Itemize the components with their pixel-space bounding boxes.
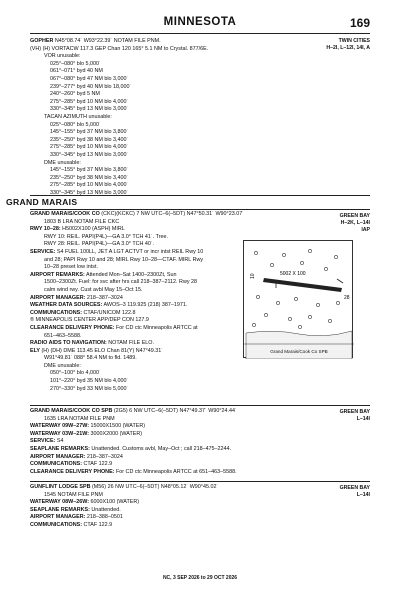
tree-icon (294, 297, 297, 300)
field-value: (M56) 26 NW UTC–6(–5DT) N48°05.12´ W90°45.02´ (90, 484, 219, 490)
field-label: WEATHER DATA SOURCES: (30, 302, 103, 309)
field-label: AIRPORT MANAGER: (30, 453, 86, 460)
tree-icon (282, 253, 285, 256)
field-value: (2G5) 6 NW UTC–6(–5DT) N47°49.37´ W90°24.44´ (112, 408, 237, 414)
gunflint-line (30, 499, 370, 507)
field-value: Attended Mon–Sat 1400–2300Zt, Sun (84, 271, 177, 278)
field-value: 218–388–0501 (85, 514, 123, 521)
section-rule-bottom (30, 209, 370, 210)
grand-marais-spb-line (30, 469, 370, 477)
field-label: GRAND MARAIS/COOK CO SPB (30, 408, 113, 414)
grand-marais-cook-line: 1803 B LRA NOTAM FILE CKC (44, 218, 120, 225)
grand-marais-spb-line (30, 461, 370, 469)
gopher-line: 067°–080° byd 47 NM blo 3,000´ (50, 75, 129, 82)
gunflint-lodge-entry (30, 484, 370, 530)
tree-icon (308, 315, 311, 318)
field-value: 15000X1500 (WATER) (89, 423, 146, 430)
gopher-line: DME unusable: (44, 159, 81, 166)
field-value: S4 FUEL 100LL, JET A LGT ACTVT or incr intst REIL Rwy 10 (55, 248, 204, 255)
gopher-line: (VH) (H) VORTACW 117.3 GEP Chan 120 165° 5.1 NM to Crystal. 877/6E. (30, 45, 209, 52)
gunflint-line (30, 522, 370, 530)
field-label: SEAPLANE REMARKS: (30, 445, 90, 452)
gopher-line: 239°–277° byd 40 NM blo 18,000´ (50, 83, 132, 90)
field-label: RADIO AIDS TO NAVIGATION: (30, 340, 107, 347)
field-value: S4 (55, 438, 64, 445)
gopher-line: 145°–155° byd 37 NM blo 3,800´ (50, 129, 129, 136)
field-value: AWOS–3 119.925 (218) 387–1971. (102, 302, 188, 309)
tree-icon (276, 301, 279, 304)
field-label: AIRPORT MANAGER: (30, 514, 86, 521)
grand-marais-cook-line: 1500–2300Zt. Fuel: for svc after hrs call 218–387–2112. Rwy 28 (44, 279, 198, 286)
gopher-line: 240°–260° byd 5 NM (50, 91, 100, 98)
gmc-ref-0: GREEN BAY (339, 213, 370, 219)
field-label: AIRPORT MANAGER: (30, 294, 86, 301)
grand-marais-spb-line: 1635 LRA NOTAM FILE PNM (44, 415, 115, 422)
grand-marais-cook-line: W91°49.81´ 088° 58.4 NM to fld. 1489. (44, 355, 137, 362)
grand-marais-cook-line: 050°–100° blo 4,000´ (50, 370, 101, 377)
gunflint-line: 1545 NOTAM FILE PNM (44, 491, 103, 498)
tree-icon (300, 261, 303, 264)
gunflint-chart-refs (340, 485, 370, 499)
section-title: GRAND MARAIS (6, 197, 78, 207)
gopher-line: 235°–250° byd 38 NM blo 3,400´ (50, 136, 129, 143)
gopher-line: 025°–080° blo 5,000´ (50, 121, 101, 128)
field-value: For CD ctc Minneapolis ARTCC at (114, 324, 198, 331)
gmc-chart-refs (340, 213, 370, 234)
runway-end-28: 28 (344, 295, 350, 301)
tree-icon (308, 249, 311, 252)
field-label: COMMUNICATIONS: (30, 309, 83, 316)
header-rule (30, 33, 370, 34)
field-value: For CD ctc Minneapolis ARTCC at 651–463–5588. (114, 468, 237, 475)
field-value: N45°08.74´ W93°22.39´ NOTAM FILE PNM. (53, 38, 161, 44)
field-label: SERVICE: (30, 438, 56, 445)
field-label: CLEARANCE DELIVERY PHONE: (30, 324, 115, 331)
tree-icon (298, 325, 301, 328)
gunflint-line (30, 514, 370, 522)
tree-icon (254, 251, 257, 254)
gopher-line: 061°–071° byd 40 NM (50, 68, 103, 75)
grand-marais-cook-line: RWY 10: REIL. PAPI(P4L)—GA 3.0° TCH 41´. Tree. (44, 233, 168, 240)
field-value: 3000X2000 (WATER) (89, 430, 143, 437)
field-value: NOTAM FILE ELO. (106, 340, 154, 347)
gunflint-line (30, 484, 370, 492)
section-rule-top (30, 195, 370, 196)
grand-marais-cook-line: ® MINNEAPOLIS CENTER APP/DEP CON 127.9 (30, 317, 149, 324)
gopher-line: 275°–285° byd 10 NM blo 4,000´ (50, 144, 129, 151)
gopher-line: 330°–345° byd 13 NM blo 3,000´ (50, 106, 129, 113)
field-value: (CKC)(KCKC) 7 NW UTC–6(–5DT) N47°50.31´ W90°23.07´ (99, 211, 244, 217)
grand-marais-cook-line: 10–28 preset low intst. (44, 264, 98, 271)
gopher-line: VOR unusable: (44, 53, 81, 60)
field-value: CTAF 122.9 (82, 521, 113, 528)
field-label: WATERWAY 03W–21W: (30, 430, 90, 437)
field-value: 6000X100 (WATER) (89, 499, 140, 506)
field-label: WATERWAY 08W–26W: (30, 499, 90, 506)
tree-icon (316, 303, 319, 306)
tree-icon (252, 323, 255, 326)
field-label: AIRPORT REMARKS: (30, 271, 85, 278)
wind-indicator (337, 279, 343, 283)
field-value: CTAF 122.9 (82, 461, 113, 468)
gopher-line: 330°–345° byd 13 NM blo 3,000´ (50, 151, 129, 158)
gmc-ref-1: H–2K, L–14I (340, 220, 370, 226)
field-label: COMMUNICATIONS: (30, 521, 83, 528)
runway-label: 5002 X 100 (280, 271, 306, 277)
gopher-line: 025°–080° blo 5,000´ (50, 60, 101, 67)
gopher-line: 235°–250° byd 38 NM blo 3,400´ (50, 174, 129, 181)
grand-marais-spb-line (30, 438, 370, 446)
grand-marais-spb-line (30, 446, 370, 454)
state-title: MINNESOTA (163, 16, 237, 28)
field-value: Unattended. (89, 506, 121, 513)
field-value: 218–387–3024 (85, 294, 123, 301)
grand-marais-cook-line: and 28; PAPI Rwy 10 and 28; MIRL Rwy 10–28—CTAF. MIRL Rwy (44, 256, 204, 263)
gopher-line: 330°–345° byd 13 NM blo 3,000´ (50, 189, 129, 196)
grand-marais-cook-line: DME unusable: (44, 362, 81, 369)
shoreline (246, 331, 352, 359)
field-label: WATERWAY 09W–27W: (30, 423, 90, 430)
airport-diagram-svg (244, 241, 354, 359)
grand-marais-cook-line (30, 226, 370, 234)
tree-icon (264, 313, 267, 316)
field-label: SEAPLANE REMARKS: (30, 506, 90, 513)
gopher-line (30, 38, 370, 46)
field-label: RWY 10–28: (30, 226, 61, 233)
field-label: CLEARANCE DELIVERY PHONE: (30, 468, 115, 475)
field-label: GRAND MARAIS/COOK CO (30, 211, 100, 217)
gunflint-ref-1: L–14I (356, 492, 370, 498)
tree-icon (324, 267, 327, 270)
field-value: H5002X100 (ASPH) MIRL (60, 226, 125, 233)
grand-marais-spb-entry (30, 408, 370, 476)
gunflint-line (30, 507, 370, 515)
gunflint-rule (30, 481, 370, 482)
grand-marais-cook-line: calm wind rwy. Cust avbl May 15–Oct 15. (44, 286, 143, 293)
field-label: ELY (30, 347, 40, 354)
gopher-line: TACAN AZIMUTH unusable: (44, 113, 112, 120)
runway-10-28 (263, 278, 342, 292)
grand-marais-cook-line: 270°–330° byd 33 NM blo 5,000´ (50, 385, 129, 392)
gmc-ref-2: IAP (361, 227, 370, 233)
gopher-line: 275°–285° byd 10 NM blo 4,000´ (50, 98, 129, 105)
grand-marais-cook-line (30, 211, 370, 219)
gopher-line: 275°–285° byd 10 NM blo 4,000´ (50, 182, 129, 189)
spb-ref-0: GREEN BAY (339, 409, 370, 415)
runway-end-10: 10 (250, 273, 256, 279)
field-value: Unattended. Customs avbl, May–Oct ; call 218–475–2244. (89, 445, 232, 452)
spb-chart-refs (340, 409, 370, 423)
page-footer: NC, 3 SEP 2026 to 29 OCT 2026 (162, 575, 238, 581)
tree-icon (256, 295, 259, 298)
field-value: 218–387–3024 (85, 453, 123, 460)
field-value: CTAF/UNICOM 122.8 (82, 309, 136, 316)
page-header (0, 16, 400, 32)
grand-marais-spb-line (30, 454, 370, 462)
tree-icon (336, 301, 339, 304)
tree-icon (328, 319, 331, 322)
gunflint-ref-0: GREEN BAY (339, 485, 370, 491)
gopher-chart-refs (326, 38, 370, 52)
field-label: COMMUNICATIONS: (30, 461, 83, 468)
tree-icon (334, 255, 337, 258)
grand-marais-cook-line: 101°–220° byd 35 NM blo 4,000´ (50, 378, 129, 385)
diagram-caption: Grand Marais/Cook Co SPB (270, 349, 328, 354)
spb-ref-1: L–14I (356, 416, 370, 422)
gopher-ref-0: TWIN CITIES (338, 38, 370, 44)
airport-diagram (243, 240, 353, 358)
field-label: GOPHER (30, 38, 54, 44)
gopher-line: 145°–155° byd 37 NM blo 3,800´ (50, 167, 129, 174)
gopher-ref-1: H–2I, L–12I, 14I, A (326, 45, 370, 51)
page-number: 169 (349, 16, 370, 30)
tree-icon (270, 263, 273, 266)
grand-marais-spb-line (30, 423, 370, 431)
field-label: GUNFLINT LODGE SPB (30, 484, 91, 490)
grand-marais-spb-line (30, 408, 370, 416)
grand-marais-cook-line: RWY 28: REIL. PAPI(P4L)—GA 3.0° TCH 40´. (44, 241, 155, 248)
grand-marais-spb-line (30, 431, 370, 439)
tree-icon (288, 317, 291, 320)
grand-marais-cook-line: 651–463–5588. (44, 332, 82, 339)
field-value: (H) (DH) DME 113.45 ELO Chan 81(Y) N47°49.31´ (40, 347, 164, 354)
gopher-entry (30, 38, 370, 197)
field-label: SERVICE: (30, 248, 56, 255)
spb-rule (30, 405, 370, 406)
